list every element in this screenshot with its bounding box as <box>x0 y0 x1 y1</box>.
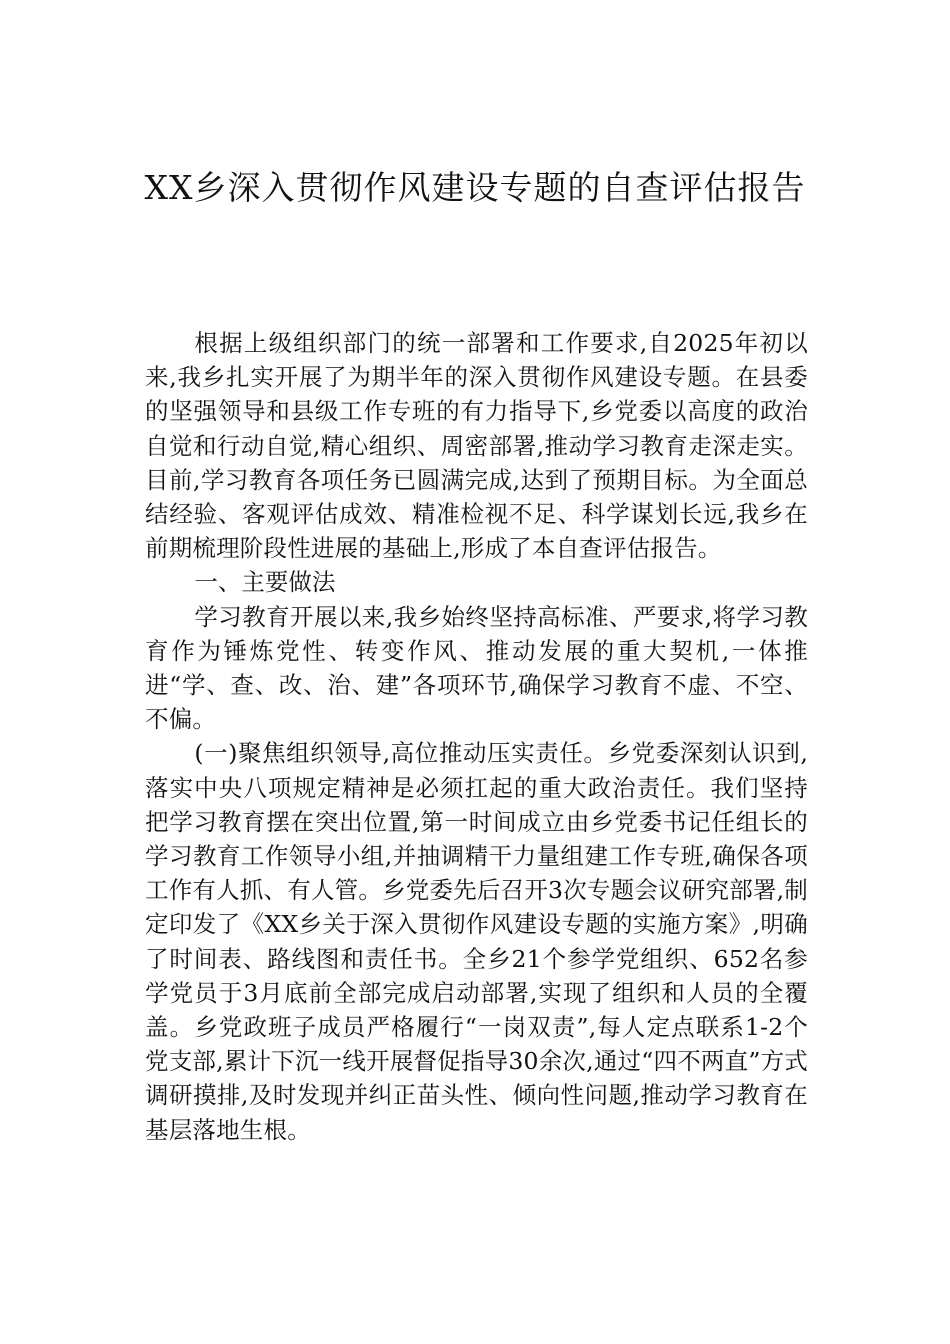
intro-paragraph: 根据上级组织部门的统一部署和工作要求,自2025年初以来,我乡扎实开展了为期半年的深入贯彻作风建设专题。在县委的坚强领导和县级工作专班的有力指导下,乡党委以高度的政治自觉和行动自觉,精心组织、周密部署,推动学习教育走深走实。目前,学习教育各项任务已圆满完成,达到了预期目标。为全面总结经验、客观评估成效、精准检视不足、科学谋划长远,我乡在前期梳理阶段性进展的基础上,形成了本自查评估报告。 <box>145 329 808 563</box>
document-title: XX乡深入贯彻作风建设专题的自查评估报告 <box>144 168 806 207</box>
section-heading: 一、主要做法 <box>194 568 336 597</box>
subsection-paragraph: (一)聚焦组织领导,高位推动压实责任。乡党委深刻认识到,落实中央八项规定精神是必须扛起的重大政治责任。我们坚持把学习教育摆在突出位置,第一时间成立由乡党委书记任组长的学习教育工作领导小组,并抽调精干力量组建工作专班,确保各项工作有人抓、有人管。乡党委先后召开3次专题会议研究部署,制定印发了《XX乡关于深入贯彻作风建设专题的实施方案》,明确了时间表、路线图和责任书。全乡21个参学党组织、652名参学党员于3月底前全部完成启动部署,实现了组织和人员的全覆盖。乡党政班子成员严格履行“一岗双责”,每人定点联系1-2个党支部,累计下沉一线开展督促指导30余次,通过“四不两直”方式调研摸排,及时发现并纠正苗头性、倾向性问题,推动学习教育在基层落地生根。 <box>145 739 808 1144</box>
section-paragraph: 学习教育开展以来,我乡始终坚持高标准、严要求,将学习教育作为锤炼党性、转变作风、推动发展的重大契机,一体推进“学、查、改、治、建”各项环节,确保学习教育不虚、不空、不偏。 <box>145 602 808 734</box>
document-body <box>145 326 808 1147</box>
